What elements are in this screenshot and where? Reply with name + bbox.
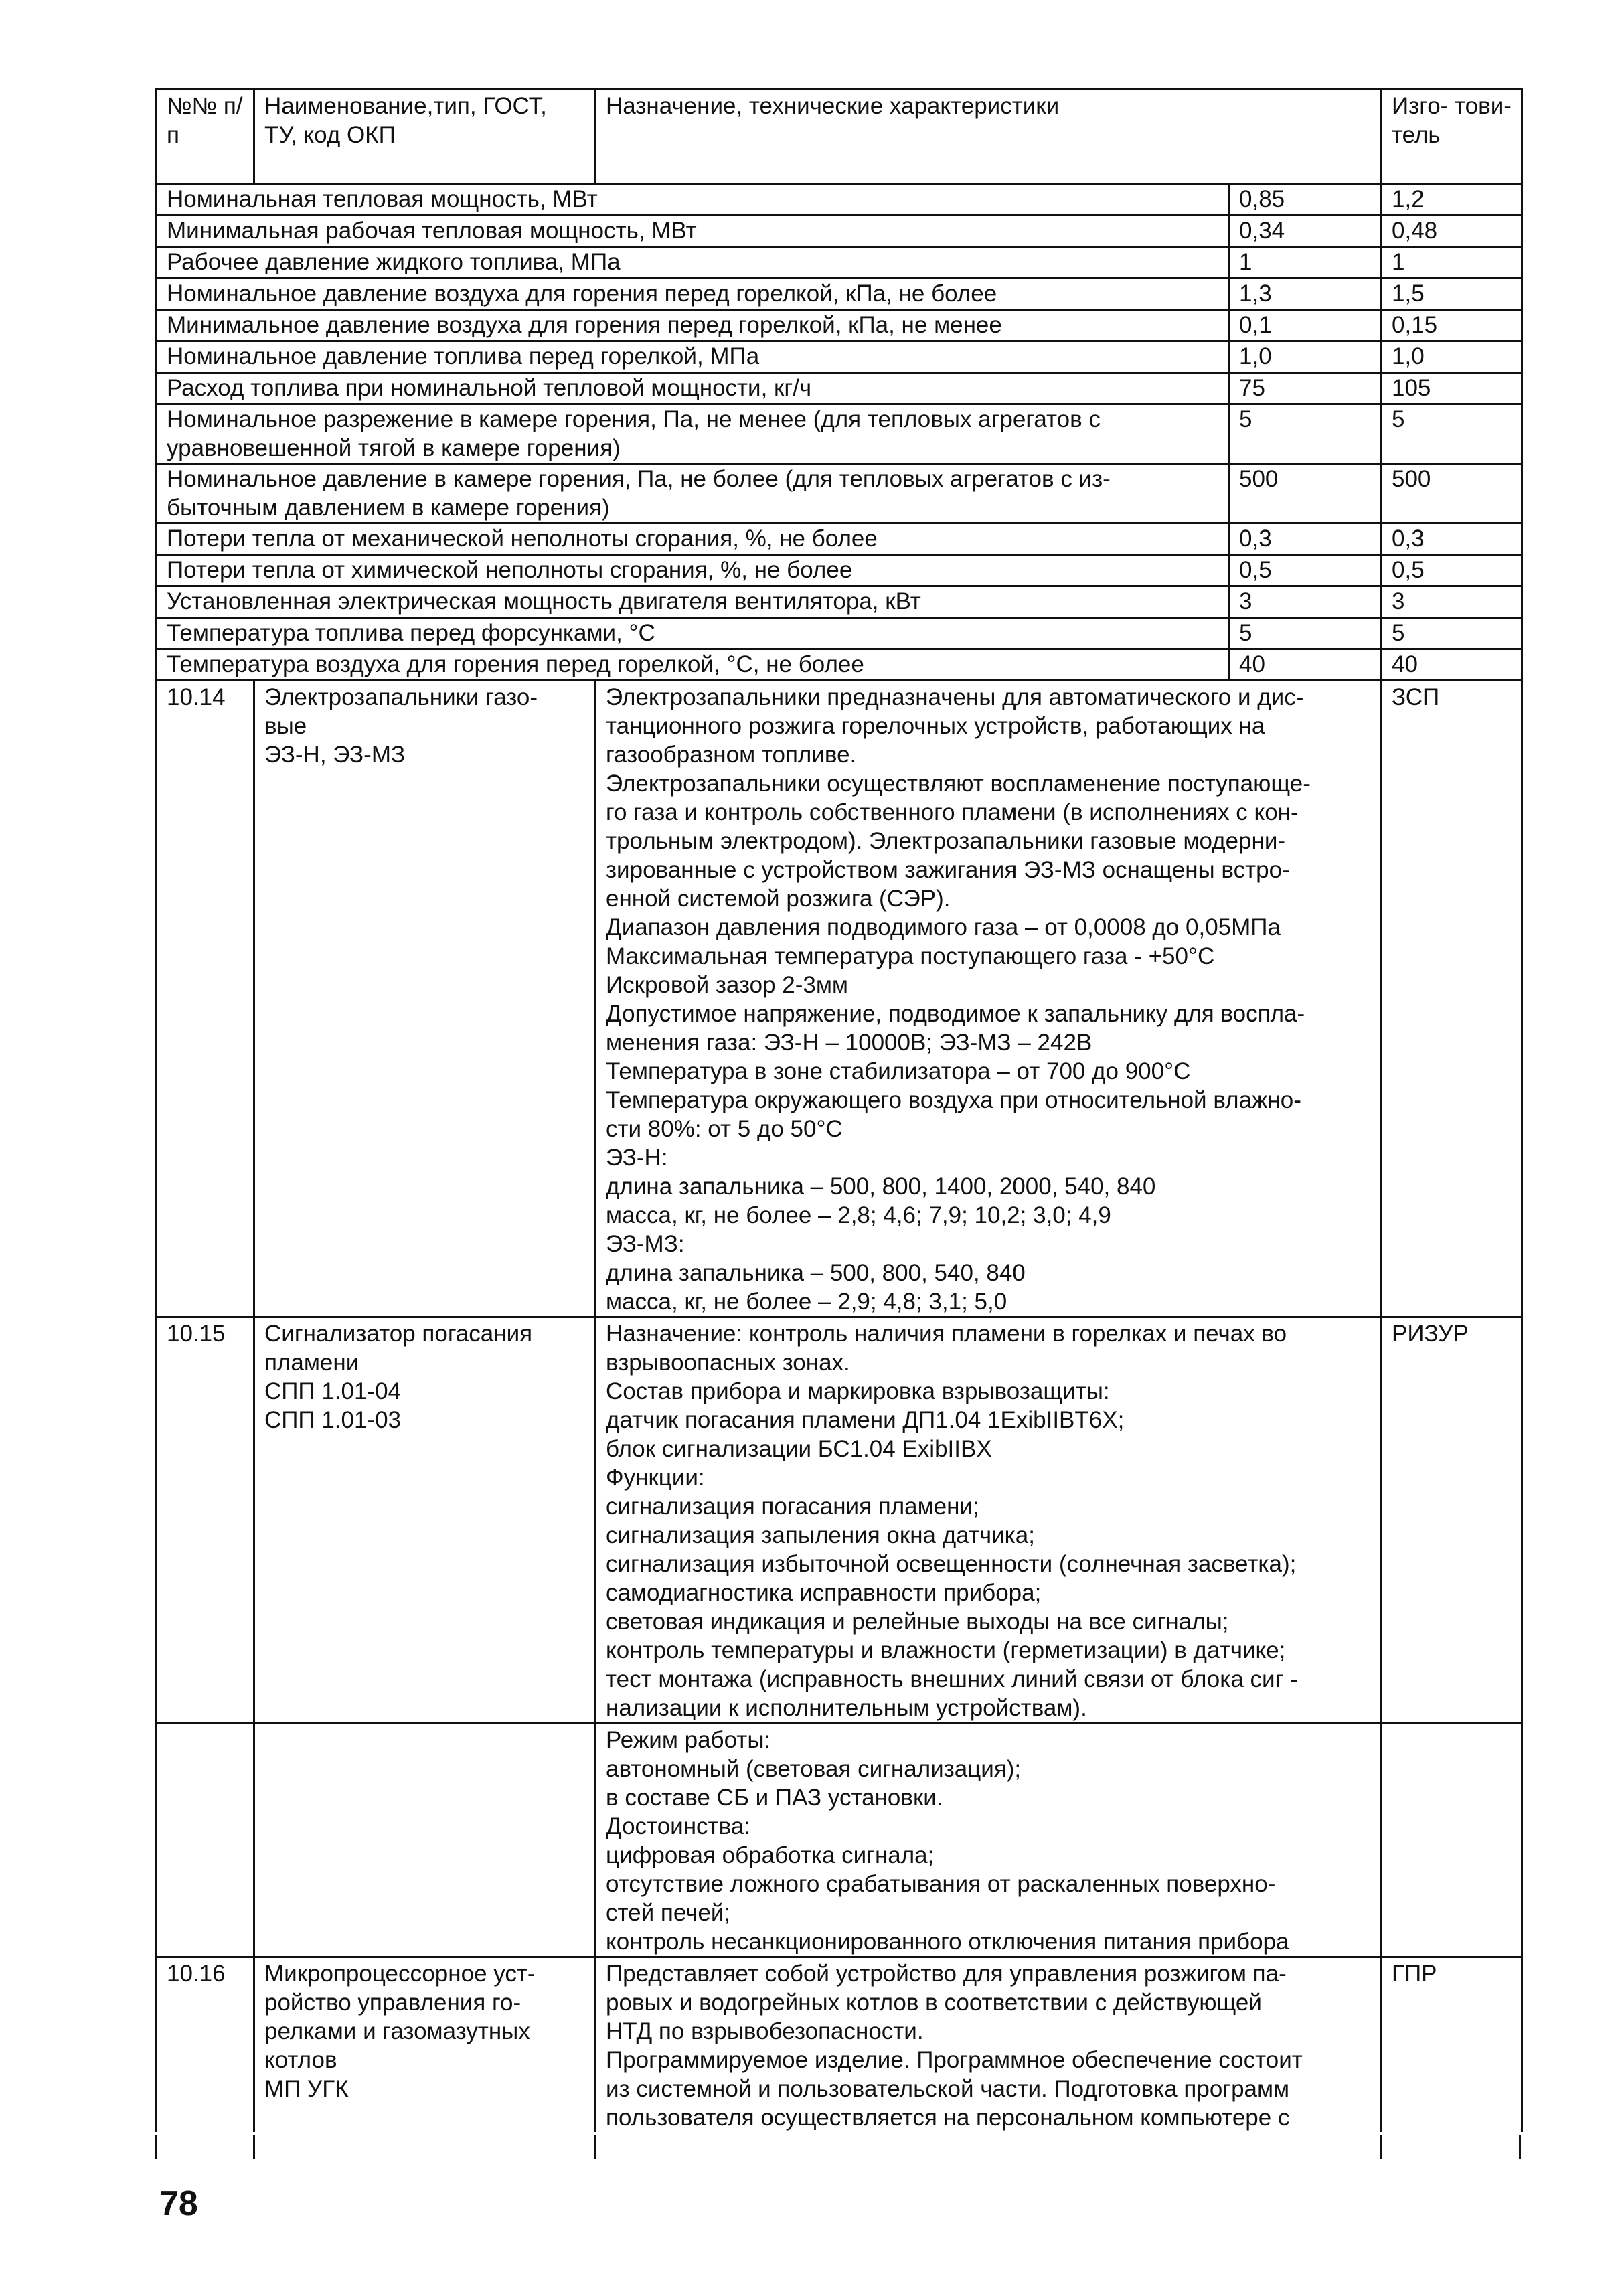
item-name-line: МП УГК <box>264 2076 349 2102</box>
item-description-line: сти 80%: от 5 до 50°С <box>606 1116 843 1142</box>
header-maker: Изго- тови- тель <box>1382 90 1522 184</box>
spec-value-1: 0,85 <box>1229 184 1382 216</box>
header-purpose: Назначение, технические характеристики <box>596 90 1382 184</box>
spec-value-1: 0,5 <box>1229 555 1382 586</box>
document-page <box>155 88 1521 2132</box>
spec-label: Потери тепла от механической неполноты сгорания, %, не более <box>157 523 1229 555</box>
table-continuation <box>155 2135 1521 2159</box>
item-manufacturer <box>1382 1724 1522 1957</box>
spec-label: Номинальное давление топлива перед горелкой, МПа <box>157 341 1229 373</box>
spec-label: Температура топлива перед форсунками, °С <box>157 618 1229 649</box>
item-description-line: сигнализация избыточной освещенности (солнечная засветка); <box>606 1551 1297 1577</box>
spec-value-2: 0,48 <box>1382 216 1522 247</box>
item-description-line: ЭЗ-МЗ: <box>606 1231 685 1257</box>
item-manufacturer: ГПР <box>1382 1957 1522 2133</box>
spec-value-2: 5 <box>1382 618 1522 649</box>
item-description-line: контроль температуры и влажности (герметизации) в датчике; <box>606 1637 1286 1663</box>
item-description-line: в составе СБ и ПАЗ установки. <box>606 1785 943 1811</box>
item-description <box>596 1317 1382 1724</box>
spec-value-2: 1 <box>1382 247 1522 278</box>
item-description-line: контроль несанкционированного отключения питания прибора <box>606 1929 1289 1955</box>
item-description-line: ЭЗ-Н: <box>606 1145 668 1171</box>
spec-row <box>157 278 1522 310</box>
spec-label: Установленная электрическая мощность двигателя вентилятора, кВт <box>157 586 1229 618</box>
item-manufacturer: РИЗУР <box>1382 1317 1522 1724</box>
spec-label: Расход топлива при номинальной тепловой мощности, кг/ч <box>157 373 1229 404</box>
item-row <box>157 681 1522 1317</box>
spec-label: Потери тепла от химической неполноты сгорания, %, не более <box>157 555 1229 586</box>
item-description <box>596 1957 1382 2133</box>
item-description-line: Допустимое напряжение, подводимое к запальнику для воспла- <box>606 1001 1305 1027</box>
item-name-line: СПП 1.01-04 <box>264 1378 402 1404</box>
spec-value-2: 1,0 <box>1382 341 1522 373</box>
item-name-line: Сигнализатор погасания <box>264 1321 533 1347</box>
item-description-line: Температура в зоне стабилизатора – от 700 до 900°С <box>606 1058 1191 1084</box>
spec-value-1: 5 <box>1229 404 1382 464</box>
spec-value-2: 1,5 <box>1382 278 1522 310</box>
item-description-line: менения газа: ЭЗ-Н – 10000В; ЭЗ-МЗ – 242В <box>606 1030 1092 1056</box>
item-description-line: нализации к исполнительным устройствам). <box>606 1695 1087 1721</box>
spec-value-2: 0,3 <box>1382 523 1522 555</box>
spec-label: Минимальная рабочая тепловая мощность, МВт <box>157 216 1229 247</box>
spec-label: Минимальное давление воздуха для горения перед горелкой, кПа, не менее <box>157 310 1229 341</box>
item-name <box>254 1317 596 1724</box>
item-description-line: зированные с устройством зажигания ЭЗ-МЗ оснащены встро- <box>606 857 1290 883</box>
spec-value-1: 75 <box>1229 373 1382 404</box>
item-number: 10.14 <box>157 681 254 1317</box>
item-description-line: блок сигнализации БС1.04 ExibIIBX <box>606 1436 992 1462</box>
spec-row <box>157 586 1522 618</box>
item-description-line: масса, кг, не более – 2,8; 4,6; 7,9; 10,2; 3,0; 4,9 <box>606 1202 1111 1228</box>
item-description-line: из системной и пользовательской части. Подготовка программ <box>606 2076 1290 2102</box>
table-header-row <box>157 90 1522 184</box>
item-description-line: Температура окружающего воздуха при относительной влажно- <box>606 1087 1301 1113</box>
item-number: 10.16 <box>157 1957 254 2133</box>
header-num: №№ п/п <box>157 90 254 184</box>
spec-row <box>157 523 1522 555</box>
spec-value-1: 0,1 <box>1229 310 1382 341</box>
item-manufacturer: ЗСП <box>1382 681 1522 1317</box>
item-description-line: Программируемое изделие. Программное обеспечение состоит <box>606 2047 1303 2073</box>
spec-label: Температура воздуха для горения перед горелкой, °С, не более <box>157 649 1229 681</box>
spec-row <box>157 310 1522 341</box>
spec-row <box>157 216 1522 247</box>
item-name <box>254 1957 596 2133</box>
item-description-line: Функции: <box>606 1465 705 1491</box>
spec-label: Номинальная тепловая мощность, МВт <box>157 184 1229 216</box>
spec-row <box>157 464 1522 523</box>
spec-label: Номинальное давление в камере горения, Па, не более (для тепловых агрегатов с из- быточным давлением в камере горения) <box>157 464 1229 523</box>
item-description-line: НТД по взрывобезопасности. <box>606 2018 924 2044</box>
item-number <box>157 1724 254 1957</box>
spec-value-2: 1,2 <box>1382 184 1522 216</box>
item-row <box>157 1724 1522 1957</box>
item-description-line: масса, кг, не более – 2,9; 4,8; 3,1; 5,0 <box>606 1289 1007 1315</box>
spec-row <box>157 404 1522 464</box>
spec-value-2: 0,15 <box>1382 310 1522 341</box>
item-description-line: длина запальника – 500, 800, 540, 840 <box>606 1260 1026 1286</box>
spec-value-2: 5 <box>1382 404 1522 464</box>
item-row <box>157 1957 1522 2133</box>
spec-label: Рабочее давление жидкого топлива, МПа <box>157 247 1229 278</box>
item-description-line: Достоинства: <box>606 1813 750 1840</box>
item-name <box>254 681 596 1317</box>
page-number: 78 <box>159 2184 198 2223</box>
item-description-line: трольным электродом). Электрозапальники газовые модерни- <box>606 828 1286 854</box>
item-description-line: отсутствие ложного срабатывания от раскаленных поверхно- <box>606 1871 1276 1897</box>
item-name-line: котлов <box>264 2047 337 2073</box>
spec-value-1: 5 <box>1229 618 1382 649</box>
spec-value-1: 500 <box>1229 464 1382 523</box>
item-description <box>596 1724 1382 1957</box>
spec-label: Номинальное давление воздуха для горения перед горелкой, кПа, не более <box>157 278 1229 310</box>
item-description-line: световая индикация и релейные выходы на все сигналы; <box>606 1609 1229 1635</box>
spec-value-1: 1,0 <box>1229 341 1382 373</box>
spec-value-2: 105 <box>1382 373 1522 404</box>
item-description-line: взрывоопасных зонах. <box>606 1350 850 1376</box>
item-description-line: сигнализация запыления окна датчика; <box>606 1522 1035 1548</box>
item-description-line: пользователя осуществляется на персональном компьютере с <box>606 2105 1290 2131</box>
item-name-line: Микропроцессорное уст- <box>264 1961 536 1987</box>
spec-value-1: 40 <box>1229 649 1382 681</box>
item-name-line: вые <box>264 713 307 739</box>
item-description-line: енной системой розжига (СЭР). <box>606 886 951 912</box>
spec-row <box>157 555 1522 586</box>
spec-value-1: 1 <box>1229 247 1382 278</box>
item-description-line: самодиагностика исправности прибора; <box>606 1580 1042 1606</box>
spec-value-1: 0,3 <box>1229 523 1382 555</box>
spec-row <box>157 247 1522 278</box>
item-description-line: танционного розжига горелочных устройств, работающих на <box>606 713 1265 739</box>
item-number: 10.15 <box>157 1317 254 1724</box>
item-description-line: автономный (световая сигнализация); <box>606 1756 1022 1782</box>
spec-value-2: 500 <box>1382 464 1522 523</box>
item-description-line: стей печей; <box>606 1900 731 1926</box>
spec-row <box>157 341 1522 373</box>
item-description-line: сигнализация погасания пламени; <box>606 1493 979 1520</box>
item-name-line: СПП 1.01-03 <box>264 1407 402 1433</box>
spec-value-1: 3 <box>1229 586 1382 618</box>
item-description <box>596 681 1382 1317</box>
item-description-line: газообразном топливе. <box>606 742 857 768</box>
item-name <box>254 1724 596 1957</box>
item-description-line: Электрозапальники осуществляют воспламенение поступающе- <box>606 770 1311 797</box>
item-name-line: пламени <box>264 1350 359 1376</box>
item-name-line: ройство управления го- <box>264 1989 521 2016</box>
item-description-line: го газа и контроль собственного пламени (в исполнениях с кон- <box>606 799 1299 825</box>
item-description-line: датчик погасания пламени ДП1.04 1ExibIIBT6X; <box>606 1407 1125 1433</box>
spec-row <box>157 184 1522 216</box>
spec-value-2: 40 <box>1382 649 1522 681</box>
spec-value-2: 3 <box>1382 586 1522 618</box>
item-description-line: Электрозапальники предназначены для автоматического и дис- <box>606 684 1304 710</box>
item-name-line: ЭЗ-Н, ЭЗ-МЗ <box>264 742 406 768</box>
item-description-line: тест монтажа (исправность внешних линий связи от блока сиг - <box>606 1666 1298 1692</box>
item-name-line: релками и газомазутных <box>264 2018 530 2044</box>
spec-label: Номинальное разрежение в камере горения, Па, не менее (для тепловых агрегатов с уравновешенной тягой в камере горения) <box>157 404 1229 464</box>
spec-row <box>157 618 1522 649</box>
spec-row <box>157 373 1522 404</box>
item-description-line: длина запальника – 500, 800, 1400, 2000, 540, 840 <box>606 1173 1156 1200</box>
item-description-line: Представляет собой устройство для управления розжигом па- <box>606 1961 1287 1987</box>
item-description-line: Максимальная температура поступающего газа - +50°С <box>606 943 1215 969</box>
item-description-line: ровых и водогрейных котлов в соответствии с действующей <box>606 1989 1262 2016</box>
item-row <box>157 1317 1522 1724</box>
item-description-line: цифровая обработка сигнала; <box>606 1842 935 1868</box>
item-description-line: Диапазон давления подводимого газа – от 0,0008 до 0,05МПа <box>606 914 1281 941</box>
header-name: Наименование,тип, ГОСТ, ТУ, код ОКП <box>254 90 596 184</box>
spec-value-1: 0,34 <box>1229 216 1382 247</box>
spec-value-1: 1,3 <box>1229 278 1382 310</box>
item-name-line: Электрозапальники газо- <box>264 684 538 710</box>
item-description-line: Назначение: контроль наличия пламени в горелках и печах во <box>606 1321 1287 1347</box>
spec-table <box>155 88 1523 2132</box>
item-description-line: Режим работы: <box>606 1727 771 1753</box>
item-description-line: Искровой зазор 2-3мм <box>606 972 848 998</box>
item-description-line: Состав прибора и маркировка взрывозащиты: <box>606 1378 1110 1404</box>
spec-row <box>157 649 1522 681</box>
spec-value-2: 0,5 <box>1382 555 1522 586</box>
